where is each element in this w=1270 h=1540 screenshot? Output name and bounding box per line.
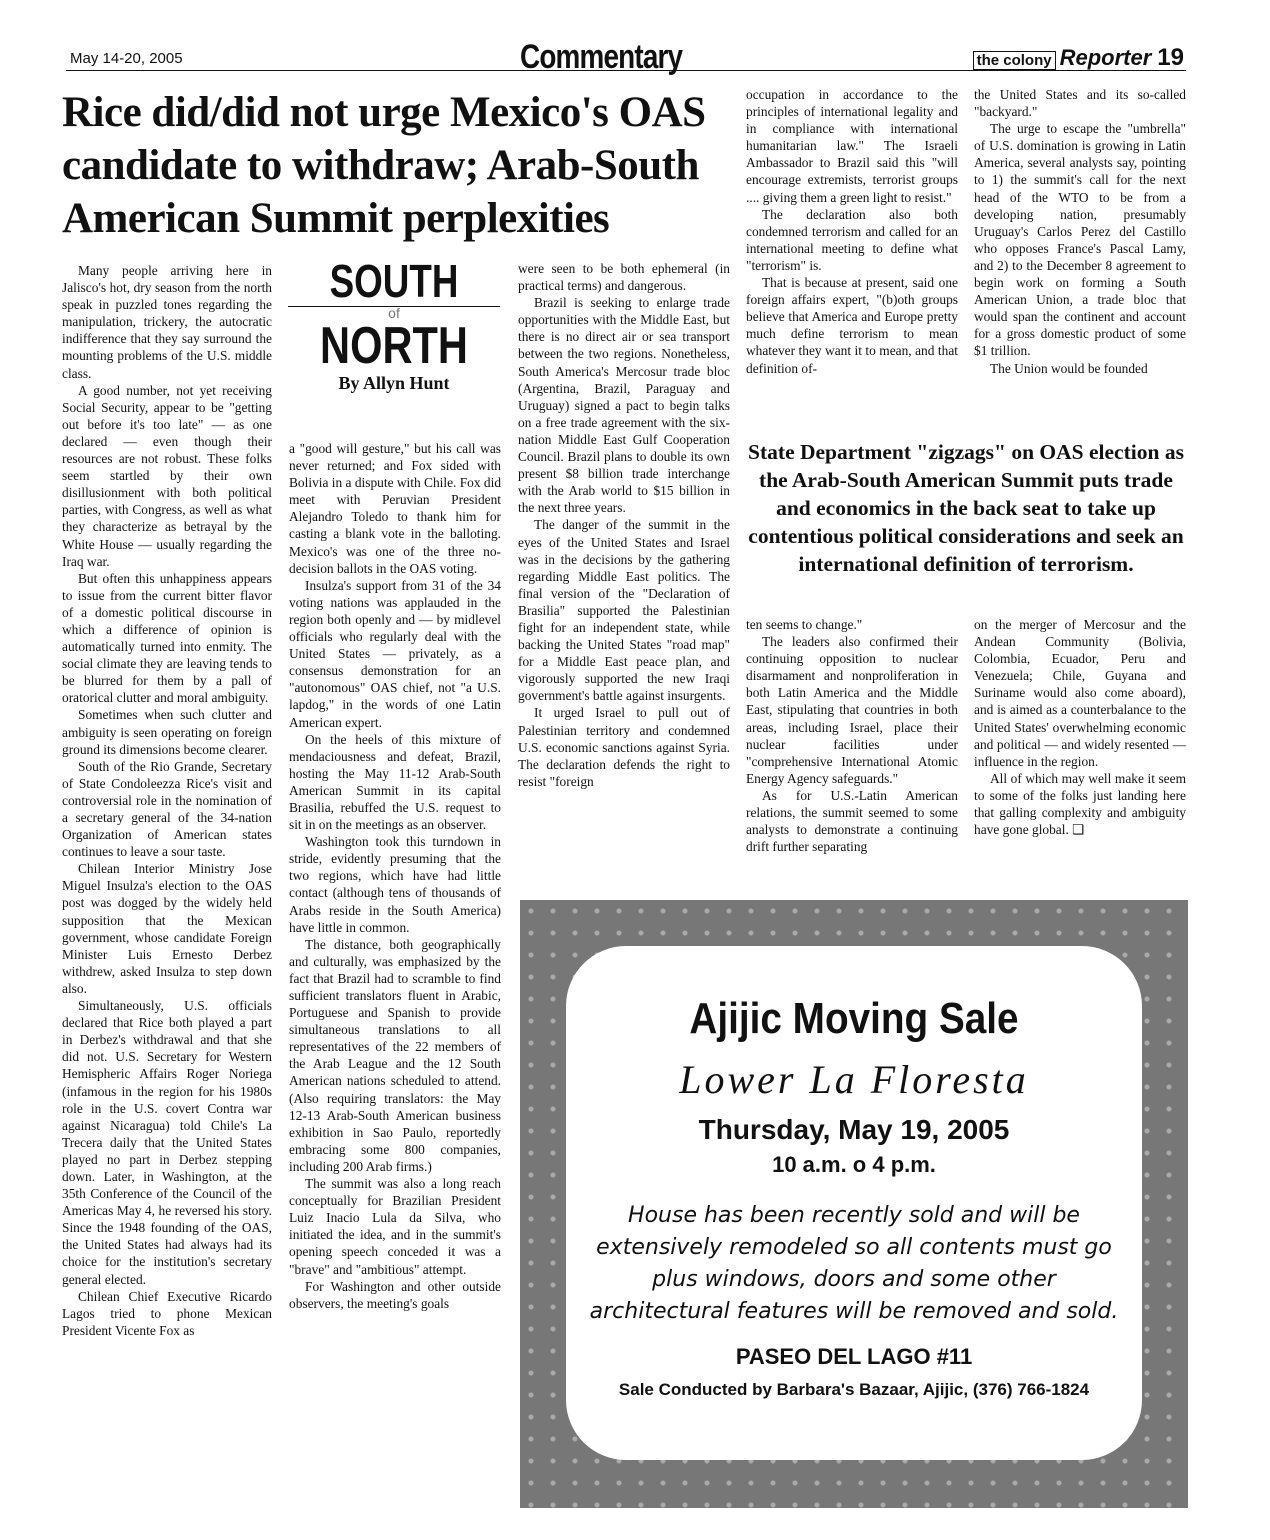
ad-time: 10 a.m. o 4 p.m. bbox=[772, 1152, 936, 1177]
paragraph: As for U.S.-Latin American relations, the summit seemed to some analysts to demonstrate a continuing drift further separating bbox=[746, 787, 958, 855]
paragraph: Chilean Interior Ministry Jose Miguel Insulza's election to the OAS post was dogged by the widely held supposition that the Mexican government, whose candidate Foreign Minister Luis Ernesto Derbez withdrew, asked Insulza to step down also. bbox=[62, 861, 272, 996]
article-column-4-bottom bbox=[746, 616, 958, 855]
header-rule bbox=[66, 70, 1186, 71]
article-column-1 bbox=[62, 262, 272, 1339]
ad-subtitle: Lower La Floresta bbox=[679, 1057, 1029, 1102]
column-logo bbox=[288, 255, 500, 418]
paragraph: The danger of the summit in the eyes of the United States and Israel was in the decisions by the gathering regarding Middle East politics. The final version of the "Declaration of Brasilia" supported the Palestinian fight for an independent state, while backing the United States "road map" for a Middle East peace plan, and vigorously supported the new Iraqi government's battle against insurgents. bbox=[518, 517, 730, 704]
paragraph: All of which may well make it seem to some of the folks just landing here that galling complexity and ambiguity have gone global. ❑ bbox=[974, 770, 1186, 838]
paragraph: That is because at present, said one foreign affairs expert, "(b)oth groups believe that America and Europe pretty much define terrorism to mean whatever they want it to mean, and that definition of- bbox=[746, 275, 958, 376]
issue-date: May 14-20, 2005 bbox=[70, 50, 183, 67]
page-number: 19 bbox=[1157, 44, 1184, 71]
article-column-4-top bbox=[746, 86, 958, 377]
brand-small: the colony bbox=[973, 51, 1056, 70]
logo-of: of bbox=[288, 306, 500, 319]
pull-quote: State Department "zigzags" on OAS election as the Arab-South American Summit puts trade and economics in the back seat to take up contentious political considerations and seek an international definition of terrorism. bbox=[748, 440, 1184, 576]
logo-north: NORTH bbox=[320, 317, 468, 375]
paragraph: On the heels of this mixture of mendaciousness and defeat, Brazil, hosting the May 11-12 Arab-South American Summit in its capital Brasilia, rebuffed the U.S. request to sit in on the meetings as an observer. bbox=[289, 731, 501, 833]
masthead-brand bbox=[973, 44, 1184, 72]
paragraph: The leaders also confirmed their continuing opposition to nuclear disarmament and nonproliferation in both Latin America and the Middle East, stipulating that countries in both areas, including Israel, place their nuclear facilities under "comprehensive International Atomic Energy Agency safeguards." bbox=[746, 634, 958, 786]
byline: By Allyn Hunt bbox=[338, 373, 450, 393]
paragraph: Washington took this turndown in stride, evidently presuming that the two regions, which have had little contact (although tens of thousands of Arabs reside in the South America) have little in common. bbox=[289, 834, 501, 935]
paragraph: But often this unhappiness appears to issue from the current bitter flavor of a domestic political discourse in which a difference of opinion is automatically turned into enmity. The social climate they are leaving tends to be blurred for them by a pall of oratorical clutter and moral ambiguity. bbox=[62, 570, 272, 706]
paragraph: Sometimes when such clutter and ambiguity is seen operating on foreign ground its dimensions become clearer. bbox=[62, 707, 272, 757]
paragraph: South of the Rio Grande, Secretary of State Condoleezza Rice's visit and controversial role in the nomination of a secretary general of the 34-nation Organization of American states continues to leave a sour taste. bbox=[62, 758, 272, 860]
paragraph: Brazil is seeking to enlarge trade opportunities with the Middle East, but there is no direct air or sea transport between the two regions. Nonetheless, South America's Mercosur trade bloc (Argentina, Brazil, Paraguay and Uruguay) signed a pact to begin talks on a free trade agreement with the six-nation Middle East Gulf Cooperation Council. Brazil plans to double its own present $8 billion trade interchange with the Arab world to $15 billion in the next three years. bbox=[518, 295, 730, 516]
paragraph: on the merger of Mercosur and the Andean Community (Bolivia, Colombia, Ecuador, Peru and Venezuela; Chile, Guyana and Suriname would also come aboard), and is aimed as a counterbalance to the United States' overwhelming economic and political — and widely resented — influence in the region. bbox=[974, 617, 1186, 769]
paragraph: The Union would be founded bbox=[990, 360, 1148, 376]
paragraph: It urged Israel to pull out of Palestinian territory and condemned U.S. economic sanctions against Syria. The declaration defends the right to resist "foreign bbox=[518, 705, 730, 789]
paragraph: For Washington and other outside observers, the meeting's goals bbox=[289, 1278, 501, 1311]
ad-address: PASEO DEL LAGO #11 bbox=[735, 1344, 973, 1369]
article-column-5-bottom bbox=[974, 616, 1186, 838]
paragraph: a "good will gesture," but his call was never returned; and Fox sided with Bolivia in a dispute with Chile. Fox did meet with Peruvian President Alejandro Toledo to thank him for casting a blank vote in the balloting. Mexico's was one of the three no-decision ballots in the OAS voting. bbox=[289, 441, 502, 576]
paragraph: The summit was also a long reach conceptually for Brazilian President Luiz Inacio Lula da Silva, who initiated the idea, and in the summit's opening speech conceded it was a "brave" and "ambitious" attempt. bbox=[289, 1176, 501, 1277]
paragraph: Many people arriving here in Jalisco's hot, dry season from the north speak in puzzled tones regarding the manipulation, trickery, the autocratic indifference that they say surround the mounting problems of the U.S. middle class. bbox=[62, 263, 272, 381]
ad-conducted-by: Sale Conducted by Barbara's Bazaar, Ajijic, (376) 766-1824 bbox=[618, 1380, 1090, 1399]
article-column-3 bbox=[518, 260, 730, 790]
paragraph: were seen to be both ephemeral (in practical terms) and dangerous. bbox=[518, 261, 730, 294]
paragraph: Simultaneously, U.S. officials declared that Rice both played a part in Derbez's withdrawal and that she did not. U.S. Secretary for Western Hemispheric Affairs Roger Noriega (infamous in the region for his 1980s role in the U.S. covert Contra war against Nicaragua) told Chile's La Trecera daily that the United States played no part in Derbez stepping down. Later, in Washington, at the 35th Conference of the Council of the Americas May 4, he reversed his story. Since the 1948 founding of the OAS, the United States had always had its choice for the institution's secretary general elected. bbox=[62, 998, 272, 1287]
moving-sale-ad bbox=[520, 900, 1188, 1508]
paragraph: the United States and its so-called "backyard." bbox=[974, 87, 1186, 120]
brand-name: Reporter bbox=[1059, 45, 1152, 70]
paragraph: Insulza's support from 31 of the 34 voting nations was applauded in the region both openly and — by midlevel officials who regularly deal with the United States — privately, as a consensus demonstration for an "autonomous" OAS chief, not "a U.S. lapdog," in the words of one Latin American expert. bbox=[289, 577, 501, 730]
ad-description: House has been recently sold and will be extensively remodeled so all contents must go plus windows, doors and some other architectural features will be removed and sold. bbox=[589, 1203, 1119, 1324]
paragraph: The urge to escape the "umbrella" of U.S. domination is growing in Latin America, several analysts say, pointing to 1) the summit's call for the next head of the WTO to be from a developing nation, presumably Uruguay's Carlos Perez del Castillo who opposes France's Pascal Lamy, and 2) to the December 8 agreement to begin work on forming a South American Union, a trade bloc that would span the continent and account for a gross domestic product of some $1 trillion. bbox=[974, 121, 1186, 359]
logo-south: SOUTH bbox=[329, 255, 459, 307]
paragraph: occupation in accordance to the principles of international legality and in compliance with international humanitarian law." The Israeli Ambassador to Brazil said this "will encourage extremists, terrorist groups .... giving them a green light to resist." bbox=[746, 87, 958, 205]
article-headline: Rice did/did not urge Mexico's OAS candidate to withdraw; Arab-South American Summit perplexities bbox=[62, 89, 706, 242]
article-column-2 bbox=[289, 440, 501, 1312]
paragraph: Chilean Chief Executive Ricardo Lagos tried to phone Mexican President Vicente Fox as bbox=[62, 1288, 272, 1338]
ad-title: Ajijic Moving Sale bbox=[689, 994, 1019, 1043]
paragraph: ten seems to change." bbox=[746, 617, 863, 632]
paragraph: The declaration also both condemned terrorism and called for an international meeting to define what "terrorism" is. bbox=[746, 206, 958, 273]
article-column-5-top bbox=[974, 86, 1186, 377]
ad-date: Thursday, May 19, 2005 bbox=[698, 1114, 1010, 1145]
ad-panel bbox=[566, 946, 1142, 1460]
paragraph: The distance, both geographically and culturally, was emphasized by the fact that Brazil had to scramble to find sufficient translators fluent in Arabic, Portuguese and Spanish to provide simultaneous translations to all representatives of the 22 members of the Arab League and the 12 South American nations scheduled to attend. (Also requiring translators: the May 12-13 Arab-South American business exhibition in Sao Paulo, reportedly embracing some 800 companies, including 200 Arab firms.) bbox=[289, 936, 501, 1174]
paragraph: A good number, not yet receiving Social Security, appear to be "getting out before it's too late" — as one declared — even though their resources are not robust. These folks seem startled by their own disillusionment with both political parties, with Congress, as well as what they characterize as betrayal by the White House — usually regarding the Iraq war. bbox=[62, 382, 272, 569]
section-title: Commentary bbox=[520, 38, 683, 76]
